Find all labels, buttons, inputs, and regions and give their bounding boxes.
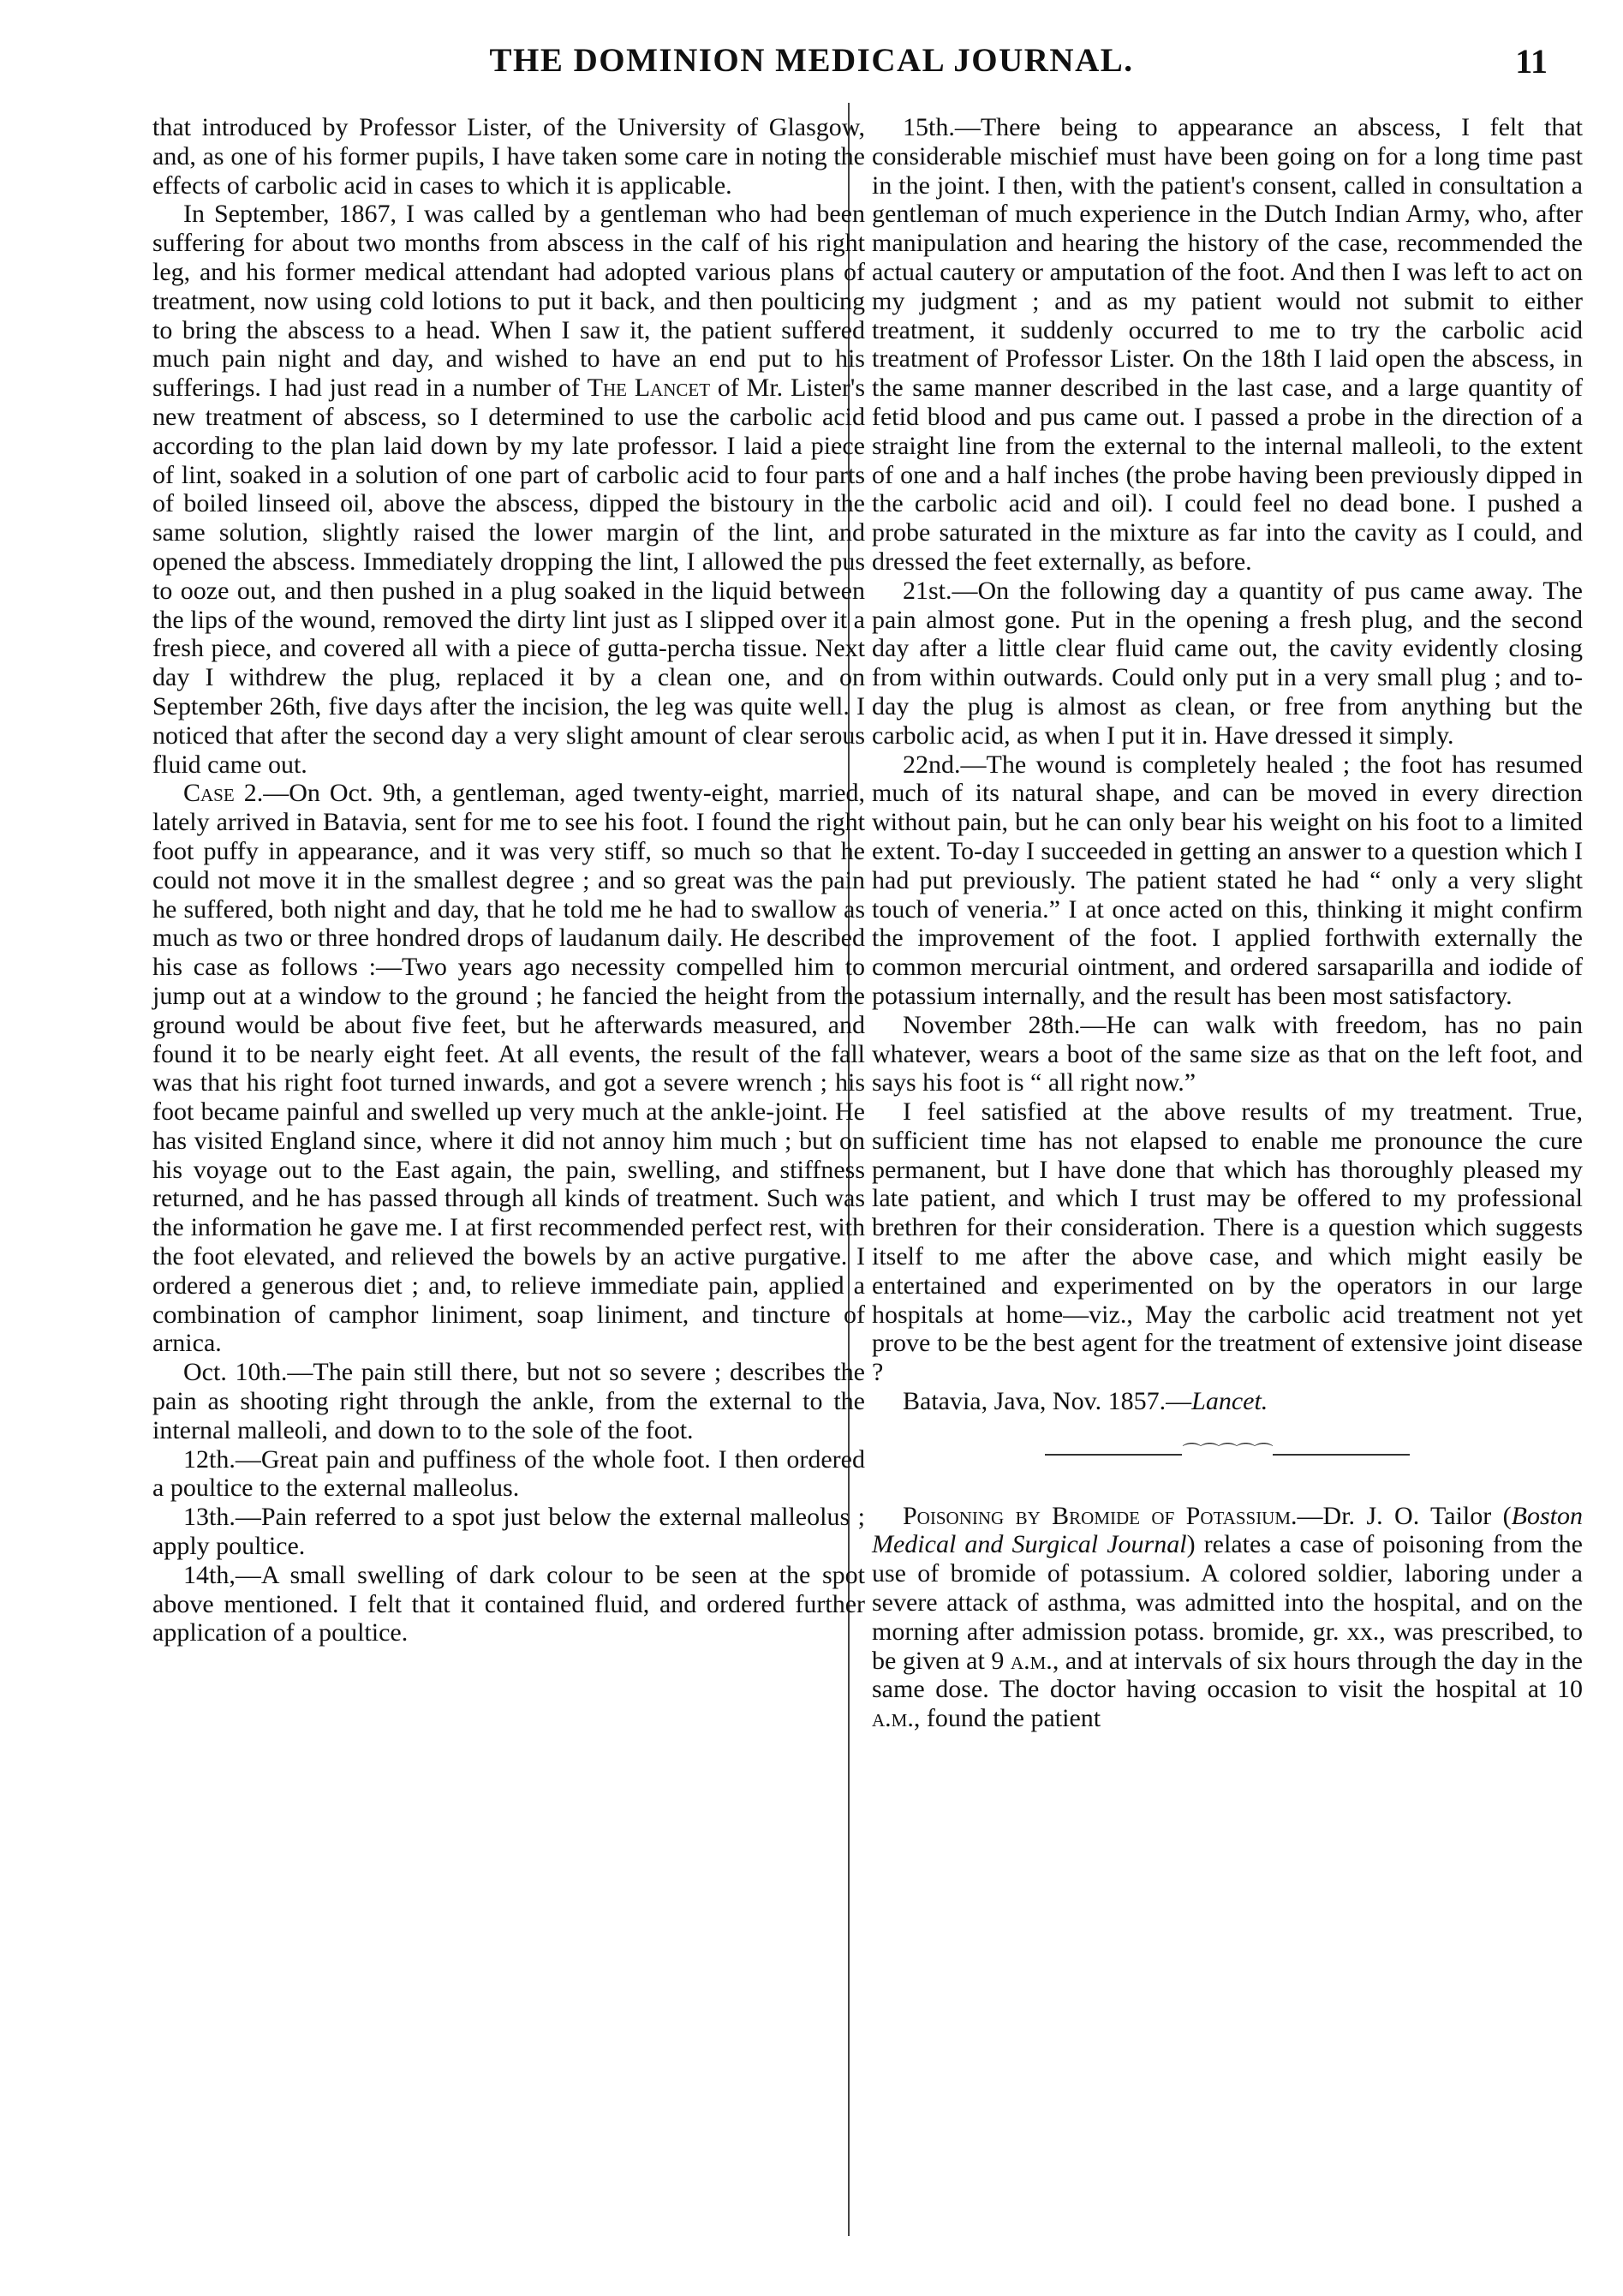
paragraph	[152, 779, 865, 1358]
paragraph-text: 12th.—Great pain and puffiness of the whole foot. I then ordered a poultice to the external malleolus.	[152, 1444, 865, 1503]
section-divider-ornament: ⌒⌒⌒⌒⌒	[872, 1438, 1583, 1468]
paragraph-text: , and at intervals of six hours through the day in the same dose. The doctor having occasion to visit the hospital at 10	[872, 1646, 1583, 1704]
paragraph	[152, 1358, 865, 1444]
right-column	[872, 113, 1583, 1733]
article-paragraph	[872, 1502, 1583, 1733]
paragraph-text: In September, 1867, I was called by a gentleman who had been suffering for about two months from abscess in the calf of his right leg, and his former medical attendant had adopted various plans of treatment, now using cold lotions to put it back, and then poulticing to bring the abscess to a head. When I saw it, the patient suffered much pain night and day, and wished to have an end put to his sufferings. I had just read in a number of	[152, 200, 865, 403]
paragraph-text: Oct. 10th.—The pain still there, but not so severe ; describes the pain as shooting right through the ankle, from the external to the internal malleoli, and down to to the sole of the foot.	[152, 1358, 865, 1444]
paragraph-text: 14th,—A small swelling of dark colour to be seen at the spot above mentioned. I felt that it contained fluid, and ordered further application of a poultice.	[152, 1560, 865, 1647]
signoff-source: Lancet.	[1191, 1387, 1268, 1416]
time-marker: a.m.	[1010, 1646, 1053, 1675]
article-signoff	[872, 1387, 1583, 1416]
page-number: 11	[1515, 42, 1548, 81]
paragraph-text: November 28th.—He can walk with freedom, has no pain whatever, wears a boot of the same size as that on the left foot, and says his foot is “ all right now.”	[872, 1010, 1583, 1097]
paragraph-text: 15th.—There being to appearance an abscess, I felt that considerable mischief must have been going on for a long time past in the joint. I then, with the patient's consent, called in consultation a gentleman of much experience in the Dutch Indian Army, who, after manipulation and hearing the history of the case, recommended the actual cautery or amputation of the foot. And then I was left to act on my judgment ; and as my patient would not submit to either treatment, it suddenly occurred to me to try the carbolic acid treatment of Professor Lister. On the 18th I laid open the abscess, in the same manner described in the last case, and a large quantity of fetid blood and pus came out. I passed a probe in the direction of a straight line from the external to the internal malleoli, to the extent of one and a half inches (the probe having been previously dipped in the carbolic acid and oil). I could feel no dead bone. I pushed a probe saturated in the mixture as far into the cavity as I could, and dressed the feet externally, as before.	[872, 113, 1583, 576]
paragraph-text: 13th.—Pain referred to a spot just below the external malleolus ; apply poultice.	[152, 1503, 865, 1561]
paragraph-text: I feel satisfied at the above results of my treatment. True, sufficient time has not elapsed to enable me pronounce the cure permanent, but I have done that which has thoroughly pleased my late patient, and which I trust may be offered to my professional brethren for their consideration. There is a question which suggests itself to me after the above case, and which might easily be entertained and experimented on by the operators in our large hospitals at home—viz., May the carbolic acid treatment not yet prove to be the best agent for the treatment of extensive joint disease ?	[872, 1097, 1583, 1387]
left-column	[152, 113, 865, 1647]
paragraph	[872, 577, 1583, 750]
paragraph-text: 21st.—On the following day a quantity of pus came away. The pain almost gone. Put in the opening a fresh plug, and the second day after a little clear fluid came out, the cavity evidently closing from within outwards. Could only put in a very small plug ; and to-day the plug is almost as clean, or free from anything but the carbolic acid, as when I put it in. Have dressed it simply.	[872, 576, 1583, 750]
paragraph-text: —On Oct. 9th, a gentleman, aged twenty-eight, married, lately arrived in Batavia, sent for me to see his foot. I found the right foot puffy in appearance, and it was very stiff, so much so that he could not move it in the smallest degree ; and so great was the pain he suffered, both night and day, that he told me he had to swallow as much as two or three hondred drops of laudanum daily. He described his case as follows :—Two years ago necessity compelled him to jump out at a window to the ground ; he fancied the height from the ground would be about five feet, but he afterwards measured, and found it to be nearly eight feet. At all events, the result of the fall was that his right foot turned inwards, and got a severe wrench ; his foot became painful and swelled up very much at the ankle-joint. He has visited England since, where it did not annoy him much ; but on his voyage out to the East again, the pain, swelling, and stiffness returned, and he has passed through all kinds of treatment. Such was the information he gave me. I at first recommended perfect rest, with the foot elevated, and relieved the bowels by an active purgative. I ordered a generous diet ; and, to relieve immediate pain, applied a combination of camphor liniment, soap liniment, and tincture of arnica.	[152, 779, 866, 1358]
paragraph	[152, 200, 865, 779]
paragraph	[152, 113, 865, 200]
paragraph	[872, 750, 1583, 1011]
journal-title: THE DOMINION MEDICAL JOURNAL.	[489, 42, 1134, 79]
paragraph	[872, 1011, 1583, 1097]
journal-name: Boston Medical and Surgical Journal	[872, 1501, 1584, 1559]
paragraph-text: of Mr. Lister's new treatment of abscess, so I determined to use the carbolic acid according to the plan laid down by my late professor. I laid a piece of lint, soaked in a solution of one part of carbolic acid to four parts of boiled linseed oil, above the abscess, dipped the bistoury in the same solution, slightly raised the lower margin of the lint, and opened the abscess. Immediately dropping the lint, I allowed the pus to ooze out, and then pushed in a plug soaked in the liquid between the lips of the wound, removed the dirty lint just as I slipped over it a fresh piece, and covered all with a piece of gutta-percha tissue. Next day I withdrew the plug, replaced it by a clean one, and on September 26th, five days after the incision, the leg was quite well. I noticed that after the second day a very slight amount of clear serous fluid came out.	[152, 374, 865, 779]
time-marker: a.m.	[872, 1704, 914, 1733]
signoff-place-date: Batavia, Java, Nov. 1857.—	[903, 1387, 1192, 1416]
running-head	[0, 41, 1623, 93]
journal-name: The Lancet	[587, 374, 711, 403]
paragraph-text: ) relates a case of poisoning from the use of bromide of potassium. A colored soldier, laboring under a severe attack of asthma, was admitted into the hospital, and on the morning after admission potass. bromide, gr. xx., was prescribed, to be given at 9	[872, 1530, 1583, 1675]
paragraph-text: 22nd.—The wound is completely healed ; the foot has resumed much of its natural shape, and can be moved in every direction without pain, but he can only bear his weight on his foot to a limited extent. To-day I succeeded in getting an answer to a question which I had put previously. The patient stated he had “ only a very slight touch of veneria.” I at once acted on this, thinking it might confirm the improvement of the foot. I applied forthwith externally the common mercurial ointment, and ordered sarsaparilla and iodide of potassium internally, and the result has been most satisfactory.	[872, 750, 1583, 1010]
paragraph-text: that introduced by Professor Lister, of the University of Glasgow, and, as one of his former pupils, I have taken some care in noting the effects of carbolic acid in cases to which it is applicable.	[152, 113, 865, 200]
paragraph-text: —Dr. J. O. Tailor (	[1297, 1501, 1512, 1530]
paragraph	[152, 1561, 865, 1647]
paragraph	[152, 1445, 865, 1504]
paragraph-text: , found the patient	[913, 1704, 1101, 1733]
case-label: Case 2.	[183, 779, 264, 808]
paragraph	[872, 1097, 1583, 1387]
paragraph	[152, 1503, 865, 1561]
paragraph	[872, 113, 1583, 577]
article-title: Poisoning by Bromide of Potassium.	[903, 1501, 1298, 1530]
